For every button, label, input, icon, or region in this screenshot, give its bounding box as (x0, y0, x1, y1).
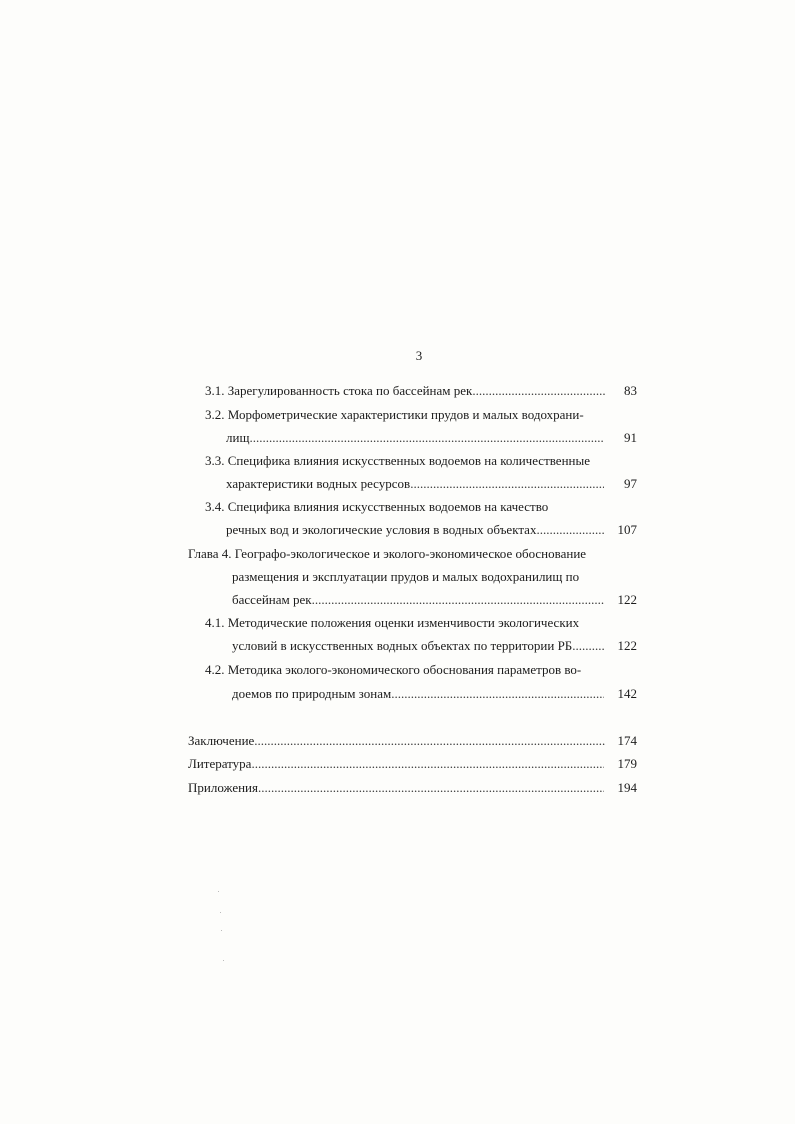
scan-speck (220, 912, 221, 913)
toc-entry-3-2-line-2 (226, 430, 604, 446)
dot-leader (312, 592, 604, 608)
toc-entry-text: условий в искусственных водных объектах по территории РБ (232, 638, 573, 653)
toc-entry-text: лищ (226, 430, 250, 445)
toc-entry-3-4-line-2 (226, 522, 604, 538)
dot-leader (536, 522, 604, 538)
toc-entry-3-1 (205, 383, 605, 399)
toc-entry-conclusion (188, 733, 606, 749)
toc-entry-4-2-line-1: 4.2. Методика эколого-экономического обоснования параметров во- (205, 662, 582, 677)
page-number: 3 (415, 348, 423, 363)
toc-entry-text: Заключение (188, 733, 255, 748)
toc-entry-text: 3.1. Зарегулированность стока по бассейнам рек (205, 383, 473, 398)
toc-page-conclusion: 174 (617, 733, 637, 748)
toc-page-3-1: 83 (624, 383, 637, 398)
dot-leader (254, 733, 606, 749)
toc-page-4-2: 142 (617, 686, 637, 701)
toc-entry-4-2-line-2 (232, 686, 604, 702)
toc-chapter-4-line-3 (232, 592, 604, 608)
toc-entry-literature (188, 756, 604, 772)
dot-leader (391, 686, 604, 702)
dot-leader (258, 780, 604, 796)
dot-leader (251, 756, 604, 772)
toc-entry-text: Приложения (188, 780, 258, 795)
toc-entry-4-1-line-2 (232, 638, 604, 654)
toc-chapter-4-line-1: Глава 4. Географо-экологическое и эколого-экономическое обоснование (188, 546, 587, 561)
scan-speck (221, 930, 222, 931)
toc-entry-3-4-line-1: 3.4. Специфика влияния искусственных водоемов на качество (205, 499, 549, 514)
toc-entry-text: бассейнам рек (232, 592, 312, 607)
toc-page-4-1: 122 (617, 638, 637, 653)
toc-entry-3-2-line-1: 3.2. Морфометрические характеристики прудов и малых водохрани- (205, 407, 584, 422)
toc-entry-appendices (188, 780, 604, 796)
dot-leader (410, 476, 604, 492)
toc-page-3-4: 107 (617, 522, 637, 537)
dot-leader (249, 430, 604, 446)
toc-page-appendices: 194 (617, 780, 637, 795)
toc-entry-text: речных вод и экологические условия в водных объектах (226, 522, 537, 537)
toc-page-3-3: 97 (624, 476, 637, 491)
toc-page-3-2: 91 (624, 430, 637, 445)
toc-entry-text: доемов по природным зонам (232, 686, 392, 701)
toc-entry-text: Литература (188, 756, 252, 771)
scan-speck (218, 891, 219, 892)
toc-page-chapter-4: 122 (617, 592, 637, 607)
toc-entry-3-3-line-2 (226, 476, 604, 492)
toc-entry-3-3-line-1: 3.3. Специфика влияния искусственных водоемов на количественные (205, 453, 590, 468)
scan-speck (223, 960, 224, 961)
toc-page-literature: 179 (617, 756, 637, 771)
toc-chapter-4-line-2: размещения и эксплуатации прудов и малых водохранилищ по (232, 569, 580, 584)
dot-leader (472, 383, 605, 399)
toc-entry-4-1-line-1: 4.1. Методические положения оценки изменчивости экологических (205, 615, 580, 630)
toc-entry-text: характеристики водных ресурсов (226, 476, 411, 491)
